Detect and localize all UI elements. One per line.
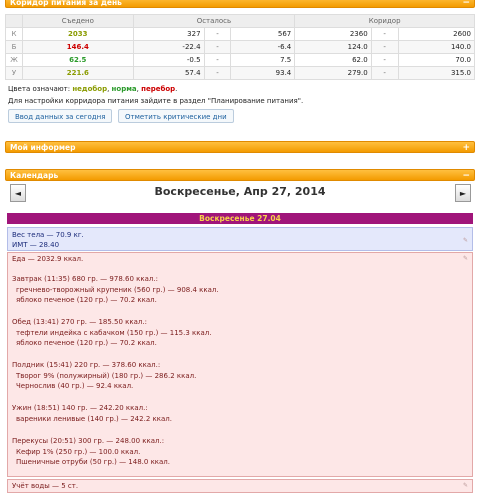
water-value: Учёт воды — 5 ст. — [12, 482, 79, 490]
corridor-panel-title: Коридор питания за день — [10, 0, 122, 7]
expand-icon[interactable]: + — [462, 143, 470, 153]
meal-item: яблоко печеное (120 гр.) — 70.2 ккал. — [16, 339, 157, 347]
meal-item: Чернослив (40 гр.) — 92.4 ккал. — [16, 382, 134, 390]
table-row: У 221.6 57.4 - 93.4 279.0 - 315.0 — [6, 67, 475, 80]
mark-critical-days-button[interactable]: Отметить критические дни — [118, 109, 234, 123]
calendar-panel-header[interactable] — [5, 169, 475, 181]
prev-day-button[interactable]: ◄ — [10, 184, 26, 202]
col-corridor: Коридор — [295, 15, 475, 28]
legend-over: перебор — [141, 85, 176, 93]
table-row: Ж 62.5 -0.5 - 7.5 62.0 - 70.0 — [6, 54, 475, 67]
meal-item: Кефир 1% (250 гр.) — 100.0 ккал. — [16, 448, 141, 456]
meal-title: Обед (13:41) 270 гр. — 185.50 ккал.: — [12, 318, 147, 326]
table-row: К 2033 327 - 567 2360 - 2600 — [6, 28, 475, 41]
legend-norm: норма — [111, 85, 137, 93]
meal-item: яблоко печеное (120 гр.) — 70.2 ккал. — [16, 296, 157, 304]
edit-icon[interactable]: ✎ — [462, 237, 468, 244]
meal-item: гречнево-творожный крупеник (560 гр.) — 908.4 ккал. — [16, 286, 219, 294]
corridor-panel-header[interactable] — [5, 0, 475, 8]
meal-item: Пшеничные отруби (50 гр.) — 148.0 ккал. — [16, 458, 171, 466]
col-empty — [6, 15, 23, 28]
informer-panel-header[interactable] — [5, 141, 475, 153]
day-label: Воскресенье 27.04 — [7, 213, 473, 224]
next-day-button[interactable]: ► — [455, 184, 471, 202]
food-block[interactable] — [7, 252, 473, 477]
table-row: Б 146.4 -22.4 - -6.4 124.0 - 140.0 — [6, 41, 475, 54]
color-legend: Цвета означают: недобор, норма, перебор. — [8, 85, 178, 93]
meal-title: Ужин (18:51) 140 гр. — 242.20 ккал.: — [12, 404, 148, 412]
food-total: Еда — 2032.9 ккал. — [12, 255, 84, 263]
col-left: Осталось — [133, 15, 295, 28]
enter-today-data-button[interactable]: Ввод данных за сегодня — [8, 109, 112, 123]
col-eaten: Съедено — [23, 15, 134, 28]
meal-item: тефтели индейка с кабачком (150 гр.) — 115.3 ккал. — [16, 329, 212, 337]
meal-item: вареники ленивые (140 гр.) — 242.2 ккал. — [16, 415, 172, 423]
meal-item: Творог 9% (полужирный) (180 гр.) — 286.2 ккал. — [16, 372, 197, 380]
water-block[interactable] — [7, 479, 473, 493]
meal-title: Завтрак (11:35) 680 гр. — 978.60 ккал.: — [12, 275, 158, 283]
bmi-value: ИМТ — 28.40 — [12, 241, 60, 249]
edit-icon[interactable]: ✎ — [462, 482, 468, 489]
edit-icon[interactable]: ✎ — [462, 255, 468, 262]
legend-under: недобор — [72, 85, 108, 93]
meal-title: Полдник (15:41) 220 гр. — 378.60 ккал.: — [12, 361, 161, 369]
corridor-table — [5, 14, 475, 80]
corridor-hint: Для настройки корридора питания зайдите в раздел "Планирование питания". — [8, 97, 304, 105]
meal-title: Перекусы (20:51) 300 гр. — 248.00 ккал.: — [12, 437, 165, 445]
calendar-panel-title: Календарь — [10, 171, 59, 180]
weight-block[interactable] — [7, 227, 473, 251]
collapse-icon[interactable]: − — [462, 171, 470, 181]
weight-value: Вес тела — 70.9 кг. — [12, 231, 84, 239]
informer-panel-title: Мой информер — [10, 143, 76, 152]
collapse-icon[interactable]: − — [462, 0, 470, 8]
calendar-date-title: Воскресенье, Апр 27, 2014 — [154, 185, 326, 198]
